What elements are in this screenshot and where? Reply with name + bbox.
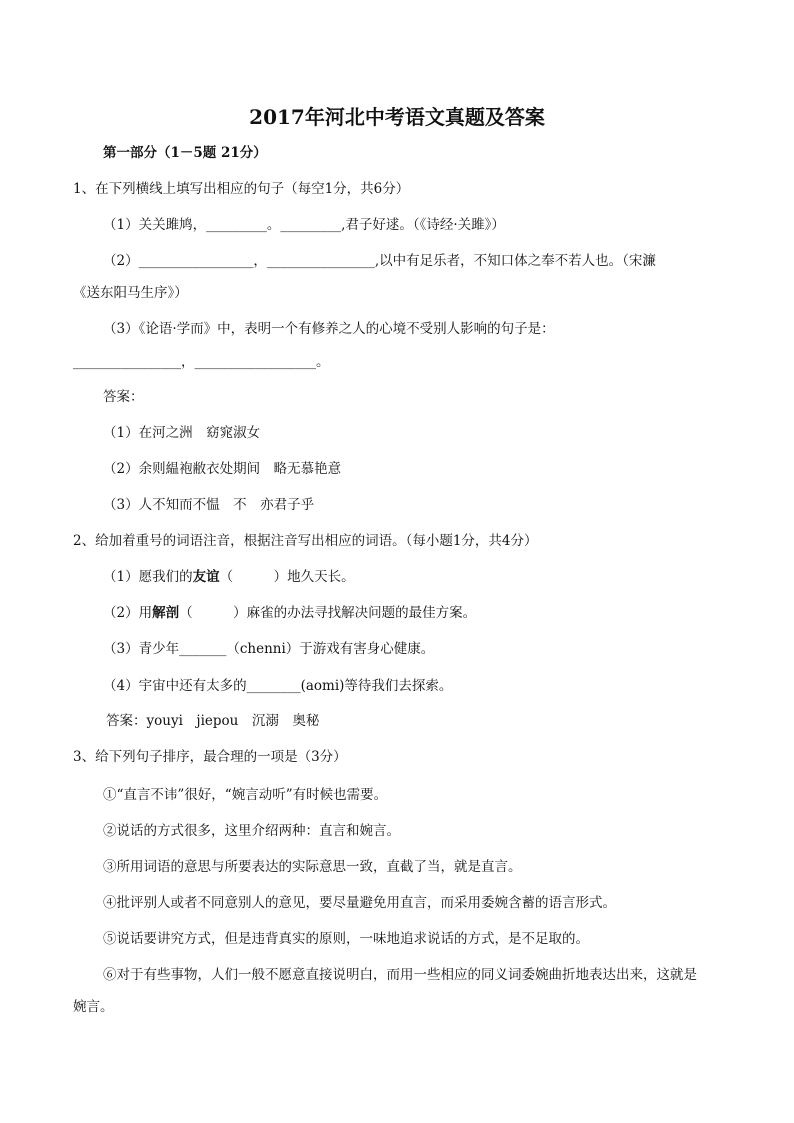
- q2-sub-1-post: （ ）地久天长。: [219, 569, 355, 585]
- document-title: 2017年河北中考语文真题及答案: [249, 105, 545, 129]
- q2-stem: 2、给加着重号的词语注音，根据注音写出相应的词语。（每小题1分，共4分）: [73, 533, 538, 549]
- q2-sub-4: （4）宇宙中还有太多的________(aomi)等待我们去探索。: [103, 678, 453, 694]
- q1-stem: 1、在下列横线上填写出相应的句子（每空1分，共6分）: [73, 181, 410, 197]
- q3-item-1: ①“直言不讳”很好，“婉言动听”有时候也需要。: [103, 787, 388, 803]
- q2-sub-1-pre: （1）愿我们的: [103, 569, 193, 585]
- q2-sub-2-pre: （2）用: [103, 605, 153, 621]
- q3-item-5: ⑤说话要讲究方式，但是违背真实的原则，一味地追求说话的方式，是不足取的。: [103, 931, 589, 947]
- q1-sub-2: （2）_________________，________________,以中有足乐者，不知口体之奉不若人也。（宋濂: [103, 253, 656, 269]
- q2-sub-2-post: （ ）麻雀的办法寻找解决问题的最佳方案。: [179, 605, 477, 621]
- q1-sub-3-blanks: ________________，__________________。: [73, 354, 330, 370]
- q3-item-3: ③所用词语的意思与所要表达的实际意思一致，直截了当，就是直言。: [103, 859, 522, 875]
- q2-sub-2: [103, 604, 476, 622]
- q2-sub-1: [103, 568, 355, 586]
- q3-stem: 3、给下列句子排序，最合理的一项是（3分）: [73, 749, 347, 765]
- q2-sub-3: （3）青少年_______（chenni）于游戏有害身心健康。: [103, 641, 435, 657]
- q1-answer-label: 答案：: [103, 389, 144, 405]
- q3-item-2: ②说话的方式很多，这里介绍两种：直言和婉言。: [103, 823, 400, 839]
- q1-answer-3: （3）人不知而不愠 不 亦君子乎: [103, 497, 315, 513]
- q3-item-4: ④批评别人或者不同意别人的意见，要尽量避免用直言，而采用委婉含蓄的语言形式。: [103, 895, 616, 911]
- q1-answer-1: （1）在河之洲 窈窕淑女: [103, 425, 261, 441]
- part-heading: 第一部分（1－5题 21分）: [103, 145, 267, 161]
- q2-sub-2-word: 解剖: [152, 605, 180, 621]
- q2-sub-1-word: 友谊: [192, 569, 220, 585]
- q1-answer-2: （2）余则緼袍敝衣处期间 略无慕艳意: [103, 461, 342, 477]
- q2-answer: 答案：youyi jiepou 沉溺 奥秘: [106, 713, 320, 729]
- q3-item-6: ⑥对于有些事物，人们一般不愿意直接说明白，而用一些相应的同义词委婉曲折地表达出来，这就是: [103, 967, 697, 983]
- q1-sub-1: （1）关关雎鸠，_________。_________,君子好逑。（《诗经·关雎》）: [103, 217, 505, 233]
- q3-item-6-cont: 婉言。: [73, 999, 114, 1015]
- q1-sub-3: （3）《论语·学而》中，表明一个有修养之人的心境不受别人影响的句子是：: [103, 321, 555, 337]
- q1-sub-2-cont: 《送东阳马生序》）: [73, 285, 188, 301]
